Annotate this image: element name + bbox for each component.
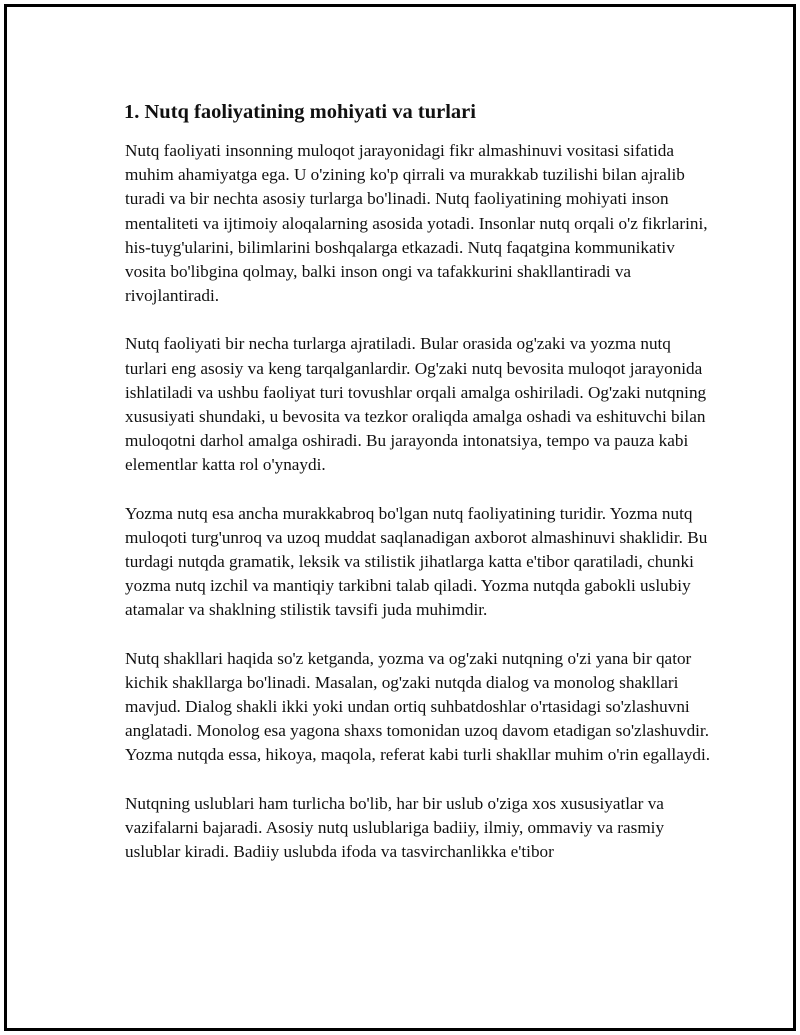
- paragraph-4: Nutq shakllari haqida so'z ketganda, yozma va og'zaki nutqning o'zi yana bir qator kichik shakllarga bo'linadi. Masalan, og'zaki nutqda dialog va monolog shakllari mavjud. Dialog shakli ikki yoki undan ortiq suhbatdoshlar o'rtasidagi so'zlashuvni anglatadi. Monolog esa yagona shaxs tomonidan uzoq davom etadigan so'zlashuvdir. Yozma nutqda essa, hikoya, maqola, referat kabi turli shakllar muhim o'rin egallaydi.: [125, 648, 711, 765]
- paragraph-5: Nutqning uslublari ham turlicha bo'lib, har bir uslub o'ziga xos xususiyatlar va vazifalarni bajaradi. Asosiy nutq uslublariga badiiy, ilmiy, ommaviy va rasmiy uslublar kiradi. Badiiy uslubda ifoda va tasvirchanlikka e'tibor: [125, 793, 665, 862]
- paragraph-3: Yozma nutq esa ancha murakkabroq bo'lgan nutq faoliyatining turidir. Yozma nutq muloqoti turg'unroq va uzoq muddat saqlanadigan axborot almashinuvi shaklidir. Bu turdagi nutqda gramatik, leksik va stilistik jihatlarga katta e'tibor qaratiladi, chunki yozma nutq izchil va mantiqiy tarkibni talab qiladi. Yozma nutqda gabokli uslubiy atamalar va shaklning stilistik tavsifi juda muhimdir.: [125, 503, 708, 620]
- document-body: [121, 97, 711, 888]
- section-heading: 1. Nutq faoliyatining mohiyati va turlari: [124, 101, 476, 123]
- paragraph-2: Nutq faoliyati bir necha turlarga ajratiladi. Bular orasida og'zaki va yozma nutq turlari eng asosiy va keng tarqalganlardir. Og'zaki nutq bevosita muloqot jarayonida ishlatiladi va ushbu faoliyat turi tovushlar orqali amalga oshiriladi. Og'zaki nutqning xususiyati shundaki, u bevosita va tezkor oraliqda amalga oshadi va eshituvchi bilan muloqotni darhol amalga oshiradi. Bu jarayonda intonatsiya, tempo va pauza kabi elementlar katta rol o'ynaydi.: [125, 334, 707, 475]
- page-frame: [4, 4, 796, 1031]
- paragraph-1: Nutq faoliyati insonning muloqot jarayonidagi fikr almashinuvi vositasi sifatida muhim ahamiyatga ega. U o'zining ko'p qirrali va murakkab tuzilishi bilan ajralib turadi va bir nechta asosiy turlarga bo'linadi. Nutq faoliyatining mohiyati inson mentaliteti va ijtimoiy aloqalarning asosida yotadi. Insonlar nutq orqali o'z fikrlarini, his-tuyg'ularini, bilimlarini boshqalarga etkazadi. Nutq faqatgina kommunikativ vosita bo'libgina qolmay, balki inson ongi va tafakkurini shakllantiradi va rivojlantiradi.: [125, 141, 708, 306]
